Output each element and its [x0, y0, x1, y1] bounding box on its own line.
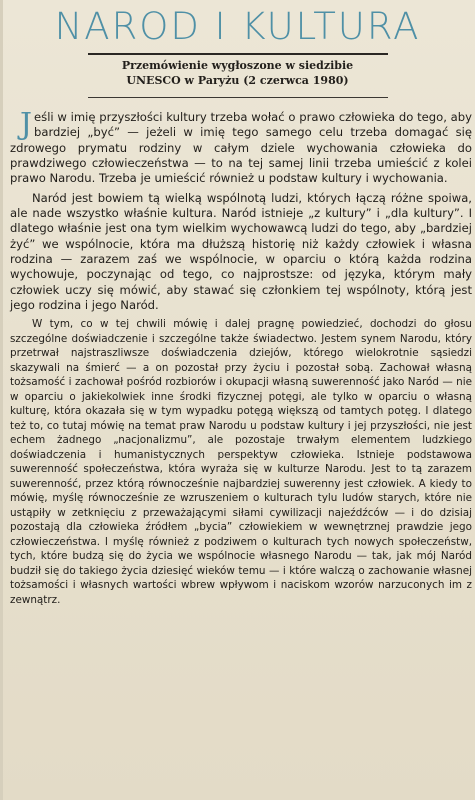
article-title: NAROD I KULTURA [54, 5, 421, 48]
article-body [10, 107, 472, 607]
paragraph-1-container [10, 107, 472, 187]
paragraph-2: Naród jest bowiem tą wielką wspólnotą ludzi, których łączą różne spoiwa, ale nade wszystko właśnie kultura. Naród istnieje „z kultury” i „dla kultury”. I dlatego właśnie jest ona tym wielkim wychowawcą ludzi do tego, aby „bardziej żyć” we wspólnocie, która ma dłuższą historię niż każdy człowiek i własna rodzina — zarazem zaś we wspólnocie, w oparciu o którą każda rodzina wychowuje, poczynając od tego, co najprostsze: od języka, którym mały człowiek uczy się mówić, aby stawać się członkiem tej wspólnoty, którą jest jego rodzina i jego Naród. [10, 190, 472, 313]
subtitle-line-1: Przemówienie wygłoszone w siedzibie [121, 59, 354, 72]
subtitle-line-2: UNESCO w Paryżu (2 czerwca 1980) [126, 74, 349, 87]
subtitle-rule-bottom [88, 97, 388, 98]
paragraph-1: eśli w imię przyszłości kultury trzeba wołać o prawo człowieka do tego, aby bardziej „być” — jeżeli w imię tego samego celu trzeba domagać się zdrowego prymatu rodziny w całym dziele wychowania człowieka do prawdziwego człowieczeństwa — to na tej samej linii trzeba umieścić z kolei prawo Narodu. Trzeba je umieścić również u podstaw kultury i wychowania. [10, 110, 472, 186]
drop-cap: J [20, 107, 33, 142]
page-edge-shadow [0, 0, 3, 800]
subtitle-rule-top [88, 53, 388, 55]
paragraph-3: W tym, co w tej chwili mówię i dalej pragnę powiedzieć, dochodzi do głosu szczególne doświadczenie i szczególne także świadectwo. Jestem synem Narodu, który przetrwał najstraszliwsze doświadczenia dziejów, którego wielokrotnie sąsiedzi skazywali na śmierć — a on pozostał przy życiu i pozostał sobą. Zachował własną tożsamość i zachował pośród rozbiorów i okupacji własną suwerenność jako Naród — nie w oparciu o jakiekolwiek inne środki fizycznej potęgi, ale tylko w oparciu o własną kulturę, która okazała się w tym wypadku potęgą większą od tamtych potęg. I dlatego też to, co tutaj mówię na temat praw Narodu u podstaw kultury i jej przyszłości, nie jest echem żadnego „nacjonalizmu”, ale pozostaje trwałym elementem ludzkiego doświadczenia i humanistycznych perspektyw człowieka. Istnieje podstawowa suwerenność społeczeństwa, która wyraża się w kulturze Narodu. Jest to tą zarazem suwerenność, przez którą równocześnie najbardziej suwerenny jest człowiek. A kiedy to mówię, myślę równocześnie ze wzruszeniem o kulturach tylu ludów starych, które nie ustąpiły w zetknięciu z przeważającymi siłami cywilizacji najeźdźców — i do dzisiaj pozostają dla człowieka źródłem „bycia” człowiekiem w wewnętrznej prawdzie jego człowieczeństwa. I myślę również z podziwem o kulturach tych nowych społeczeństw, tych, które budzą się do życia we wspólnocie własnego Narodu — tak, jak mój Naród budził się do takiego życia dziesięć wieków temu — i które walczą o zachowanie własnej tożsamości i własnych wartości wbrew wpływom i naciskom wzorów narzuconych im z zewnątrz. [10, 318, 472, 606]
article-subtitle [0, 58, 475, 88]
